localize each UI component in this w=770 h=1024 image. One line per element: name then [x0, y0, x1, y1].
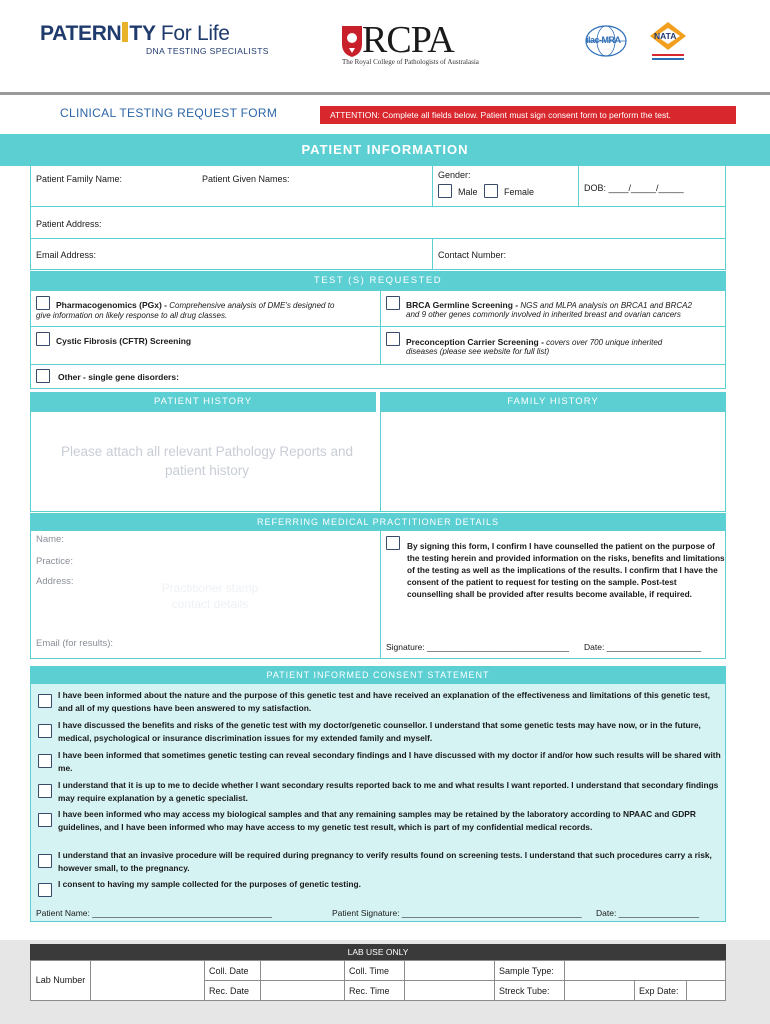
sample-type-field[interactable]: [565, 961, 726, 981]
patient-history-placeholder: Please attach all relevant Pathology Reports and patient history: [61, 444, 353, 478]
paternity-logo-subtitle: DNA TESTING SPECIALISTS: [146, 46, 269, 56]
patient-address-field[interactable]: Patient Address:: [36, 219, 102, 229]
practitioner-email-field[interactable]: Email (for results):: [36, 638, 114, 649]
rec-date-field[interactable]: [261, 981, 345, 1001]
header-divider: [0, 92, 770, 95]
form-title: CLINICAL TESTING REQUEST FORM: [60, 106, 278, 120]
gender-male-label: Male: [458, 187, 478, 197]
consent-checkbox-5[interactable]: [38, 813, 52, 827]
practitioner-practice-field[interactable]: Practice:: [36, 556, 73, 567]
dob-field[interactable]: DOB: ____/_____/_____: [584, 183, 684, 193]
family-history-heading: FAMILY HISTORY: [380, 392, 726, 412]
cftr-checkbox[interactable]: [36, 332, 50, 346]
rcpa-logo: RCPA The Royal College of Pathologists of Australasia: [342, 19, 479, 66]
gender-female-checkbox[interactable]: [484, 184, 498, 198]
consent-checkbox-6[interactable]: [38, 854, 52, 868]
consent-checkbox-3[interactable]: [38, 754, 52, 768]
ilac-mra-logo: ilac-MRA: [584, 24, 628, 58]
consent-statement-2: I have discussed the benefits and risks of the genetic test with my doctor/genetic counsellor. I understand that some genetic tests may have now, or in the future, medical, psychological or insurance discrimination issues for my extended family and myself.: [58, 720, 701, 743]
rec-time-field[interactable]: [405, 981, 495, 1001]
contact-number-field[interactable]: Contact Number:: [438, 250, 507, 260]
pgx-checkbox[interactable]: [36, 296, 50, 310]
consent-checkbox-4[interactable]: [38, 784, 52, 798]
practitioner-stamp-placeholder: Practitioner stamp contact details: [161, 581, 259, 611]
rec-time-label: Rec. Time: [345, 981, 405, 1001]
patient-info-box: [30, 166, 726, 270]
coll-date-label: Coll. Date: [205, 961, 261, 981]
consent-statement-1: I have been informed about the nature and the purpose of this genetic test and have received an explanation of the effectiveness and limitations of this genetic test, and all of my questions have been answered to my satisfaction.: [58, 690, 710, 713]
email-address-field[interactable]: Email Address:: [36, 250, 97, 260]
lab-use-heading: LAB USE ONLY: [30, 944, 726, 960]
consent-statement-5: I have been informed who may access my biological samples and that any remaining samples may be retained by the laboratory according to NPAAC and GDPR guidelines, and I have been informed who may have access to my genetic test result, which is part of my confidential medical records.: [58, 809, 696, 832]
patient-history-heading: PATIENT HISTORY: [30, 392, 376, 412]
practitioner-confirm-text: By signing this form, I confirm I have counselled the patient on the purpose of the testing herein and provided information on the risks, benefits and limitations of the testing as well as the implications of the results. I confirm that I have the consent of the patient to request for testing on the sample. Post-test counselling shall be provided after results become available, if required.: [407, 541, 725, 599]
preconception-test-option: Preconception Carrier Screening - covers over 700 unique inherited: [406, 337, 663, 347]
coll-time-label: Coll. Time: [345, 961, 405, 981]
consent-heading: PATIENT INFORMED CONSENT STATEMENT: [30, 666, 726, 684]
patient-family-name-field[interactable]: Patient Family Name:: [36, 174, 123, 184]
other-test-option: Other - single gene disorders:: [58, 372, 179, 382]
nata-badge-icon: [646, 20, 690, 64]
coll-time-field[interactable]: [405, 961, 495, 981]
exp-date-field[interactable]: [687, 981, 726, 1001]
consent-statement-3: I have been informed that sometimes genetic testing can reveal secondary findings and I have discussed with my doctor if and/or how such results will be shared with me.: [58, 750, 721, 773]
practitioner-heading: REFERRING MEDICAL PRACTITIONER DETAILS: [30, 513, 726, 531]
patient-given-names-field[interactable]: Patient Given Names:: [202, 174, 290, 184]
paternity-logo: PATERN TY For Life: [40, 22, 230, 45]
consent-checkbox-7[interactable]: [38, 883, 52, 897]
streck-tube-field[interactable]: [565, 981, 635, 1001]
patient-signature-field[interactable]: Patient Signature: ______________________________________: [332, 908, 582, 918]
brca-test-option: BRCA Germline Screening - NGS and MLPA analysis on BRCA1 and BRCA2: [406, 300, 692, 310]
rcpa-crest-icon: [340, 24, 364, 58]
pgx-test-option: Pharmacogenomics (PGx) - Comprehensive analysis of DME's designed to: [56, 300, 335, 310]
consent-checkbox-2[interactable]: [38, 724, 52, 738]
coll-date-field[interactable]: [261, 961, 345, 981]
sample-type-label: Sample Type:: [495, 961, 565, 981]
gender-label: Gender:: [438, 170, 471, 180]
practitioner-name-field[interactable]: Name:: [36, 534, 64, 545]
preconception-checkbox[interactable]: [386, 332, 400, 346]
lab-number-field[interactable]: [91, 961, 205, 1001]
consent-statement-4: I understand that it is up to me to decide whether I want secondary results reported back to me and what results I want reported. I understand that secondary findings may require explanation by a genetic specialist.: [58, 780, 719, 803]
consent-statement-7: I consent to having my sample collected for the purposes of genetic testing.: [58, 879, 361, 889]
other-test-checkbox[interactable]: [36, 369, 50, 383]
streck-tube-label: Streck Tube:: [495, 981, 565, 1001]
patient-info-heading: PATIENT INFORMATION: [0, 134, 770, 166]
practitioner-signature-field[interactable]: Signature: ______________________________: [386, 642, 569, 652]
practitioner-confirm-checkbox[interactable]: [386, 536, 400, 550]
gender-male-checkbox[interactable]: [438, 184, 452, 198]
nata-logo: NATA: [646, 20, 690, 64]
paternity-logo-i-icon: [122, 22, 128, 42]
gender-female-label: Female: [504, 187, 535, 197]
patient-date-field[interactable]: Date: _________________: [596, 908, 700, 918]
consent-checkbox-1[interactable]: [38, 694, 52, 708]
patient-name-field[interactable]: Patient Name: ______________________________________: [36, 908, 272, 918]
brca-checkbox[interactable]: [386, 296, 400, 310]
cftr-test-option: Cystic Fibrosis (CFTR) Screening: [56, 336, 192, 346]
consent-statement-6: I understand that an invasive procedure will be required during pregnancy to verify results found on screening tests. I understand that such procedures carry a risk, however small, to the pregnancy.: [58, 850, 712, 873]
header: [0, 0, 770, 92]
rec-date-label: Rec. Date: [205, 981, 261, 1001]
attention-banner: ATTENTION: Complete all fields below. Patient must sign consent form to perform the test.: [320, 106, 736, 124]
lab-number-label: Lab Number: [31, 961, 91, 1001]
lab-use-table: [30, 960, 726, 1001]
tests-heading: TEST (S) REQUESTED: [30, 271, 726, 291]
practitioner-address-field[interactable]: Address:: [36, 576, 74, 587]
exp-date-label: Exp Date:: [635, 981, 687, 1001]
practitioner-date-field[interactable]: Date: ____________________: [584, 642, 702, 652]
family-history-field[interactable]: [382, 412, 724, 512]
